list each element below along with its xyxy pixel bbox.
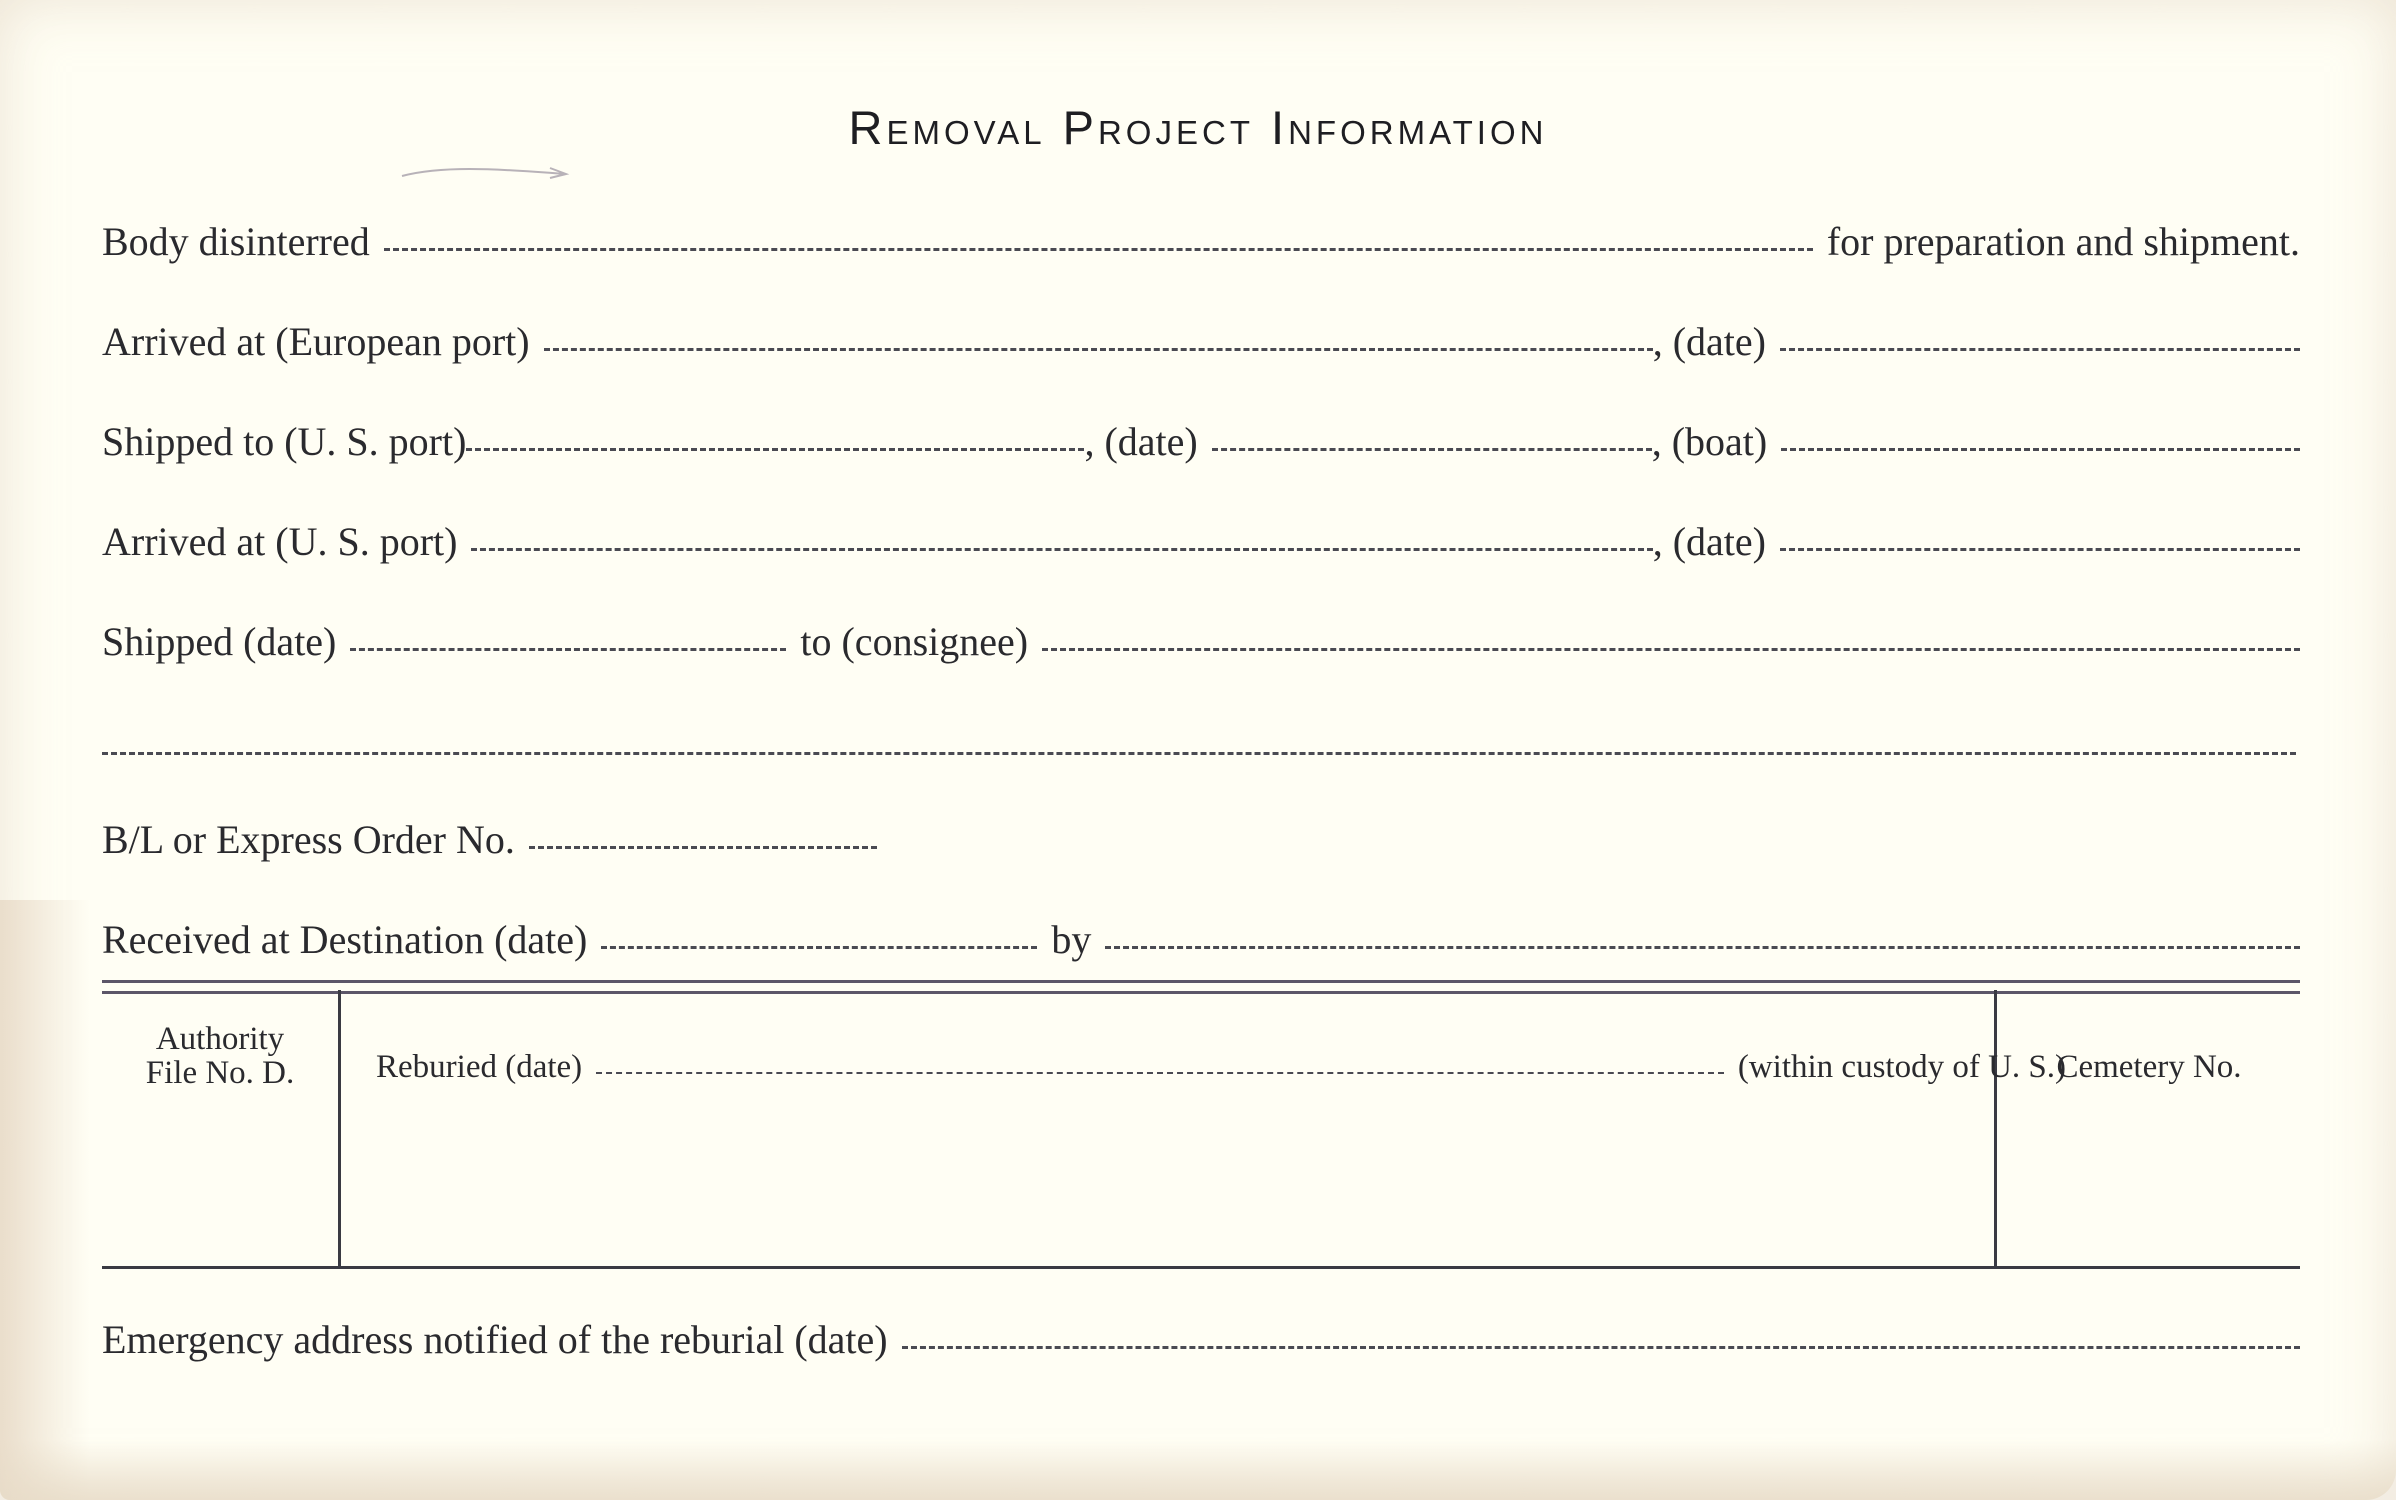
- authority-label: Authority: [155, 1021, 285, 1057]
- arrived-us-label: Arrived at (U. S. port): [102, 519, 458, 564]
- arrived-us-row: [102, 518, 2300, 565]
- shipped-to-us-date-field[interactable]: [1212, 448, 1652, 451]
- received-by-label: by: [1051, 917, 1092, 962]
- shipped-date-field[interactable]: [350, 648, 786, 651]
- shipped-consignee-row: [102, 618, 2300, 665]
- emergency-date-field[interactable]: [902, 1346, 2300, 1349]
- cemetery-cell: [1998, 1050, 2300, 1084]
- consignee-continuation-field[interactable]: [102, 752, 2296, 755]
- custody-label: (within custody of U. S.): [1737, 1049, 2066, 1085]
- shipped-to-us-boat-label: , (boat): [1651, 419, 1768, 464]
- arrived-us-date-label: , (date): [1652, 519, 1766, 564]
- authority-file-cell: [102, 1022, 338, 1090]
- arrived-european-label: Arrived at (European port): [102, 319, 530, 364]
- bl-order-label: B/L or Express Order No.: [102, 817, 515, 862]
- consignee-field[interactable]: [1042, 648, 2300, 651]
- arrived-european-date-field[interactable]: [1780, 348, 2300, 351]
- edge-wear: [0, 900, 90, 1500]
- arrived-us-date-field[interactable]: [1780, 548, 2300, 551]
- reburial-table: [102, 990, 2300, 1269]
- column-divider: [1994, 990, 1997, 1266]
- reburied-cell: [376, 1050, 2066, 1084]
- bottom-edge-wear: [0, 1440, 2396, 1500]
- bl-order-field[interactable]: [529, 846, 877, 849]
- cemetery-label: Cemetery No.: [2056, 1049, 2242, 1085]
- body-disinterred-label: Body disinterred: [102, 219, 370, 264]
- file-no-label: File No. D.: [145, 1055, 295, 1091]
- received-by-field[interactable]: [1105, 946, 2300, 949]
- received-date-field[interactable]: [601, 946, 1037, 949]
- arrived-european-date-label: , (date): [1652, 319, 1766, 364]
- arrived-european-row: [102, 318, 2300, 365]
- arrived-us-port-field[interactable]: [471, 548, 1652, 551]
- body-disinterred-suffix: for preparation and shipment.: [1826, 219, 2300, 264]
- column-divider: [338, 990, 341, 1266]
- consignee-label: to (consignee): [800, 619, 1029, 664]
- reburied-date-field[interactable]: [596, 1072, 1724, 1074]
- reburied-label: Reburied (date): [376, 1049, 583, 1085]
- shipped-to-us-date-label: , (date): [1084, 419, 1198, 464]
- body-disinterred-row: [102, 218, 2300, 265]
- arrived-european-port-field[interactable]: [544, 348, 1653, 351]
- received-row: [102, 916, 2300, 963]
- emergency-row: [102, 1316, 2300, 1363]
- form-title: Removal Project Information: [848, 101, 1548, 154]
- shipped-to-us-port-field[interactable]: [466, 448, 1084, 451]
- shipped-to-us-boat-field[interactable]: [1781, 448, 2300, 451]
- body-disinterred-field[interactable]: [384, 248, 1813, 251]
- pencil-arrow-mark: [400, 164, 570, 184]
- shipped-to-us-row: [102, 418, 2300, 465]
- received-label: Received at Destination (date): [102, 917, 588, 962]
- shipped-to-us-label: Shipped to (U. S. port): [102, 419, 467, 464]
- emergency-label: Emergency address notified of the reburial (date): [102, 1317, 888, 1362]
- shipped-date-label: Shipped (date): [102, 619, 337, 664]
- bl-order-row: [102, 816, 2300, 863]
